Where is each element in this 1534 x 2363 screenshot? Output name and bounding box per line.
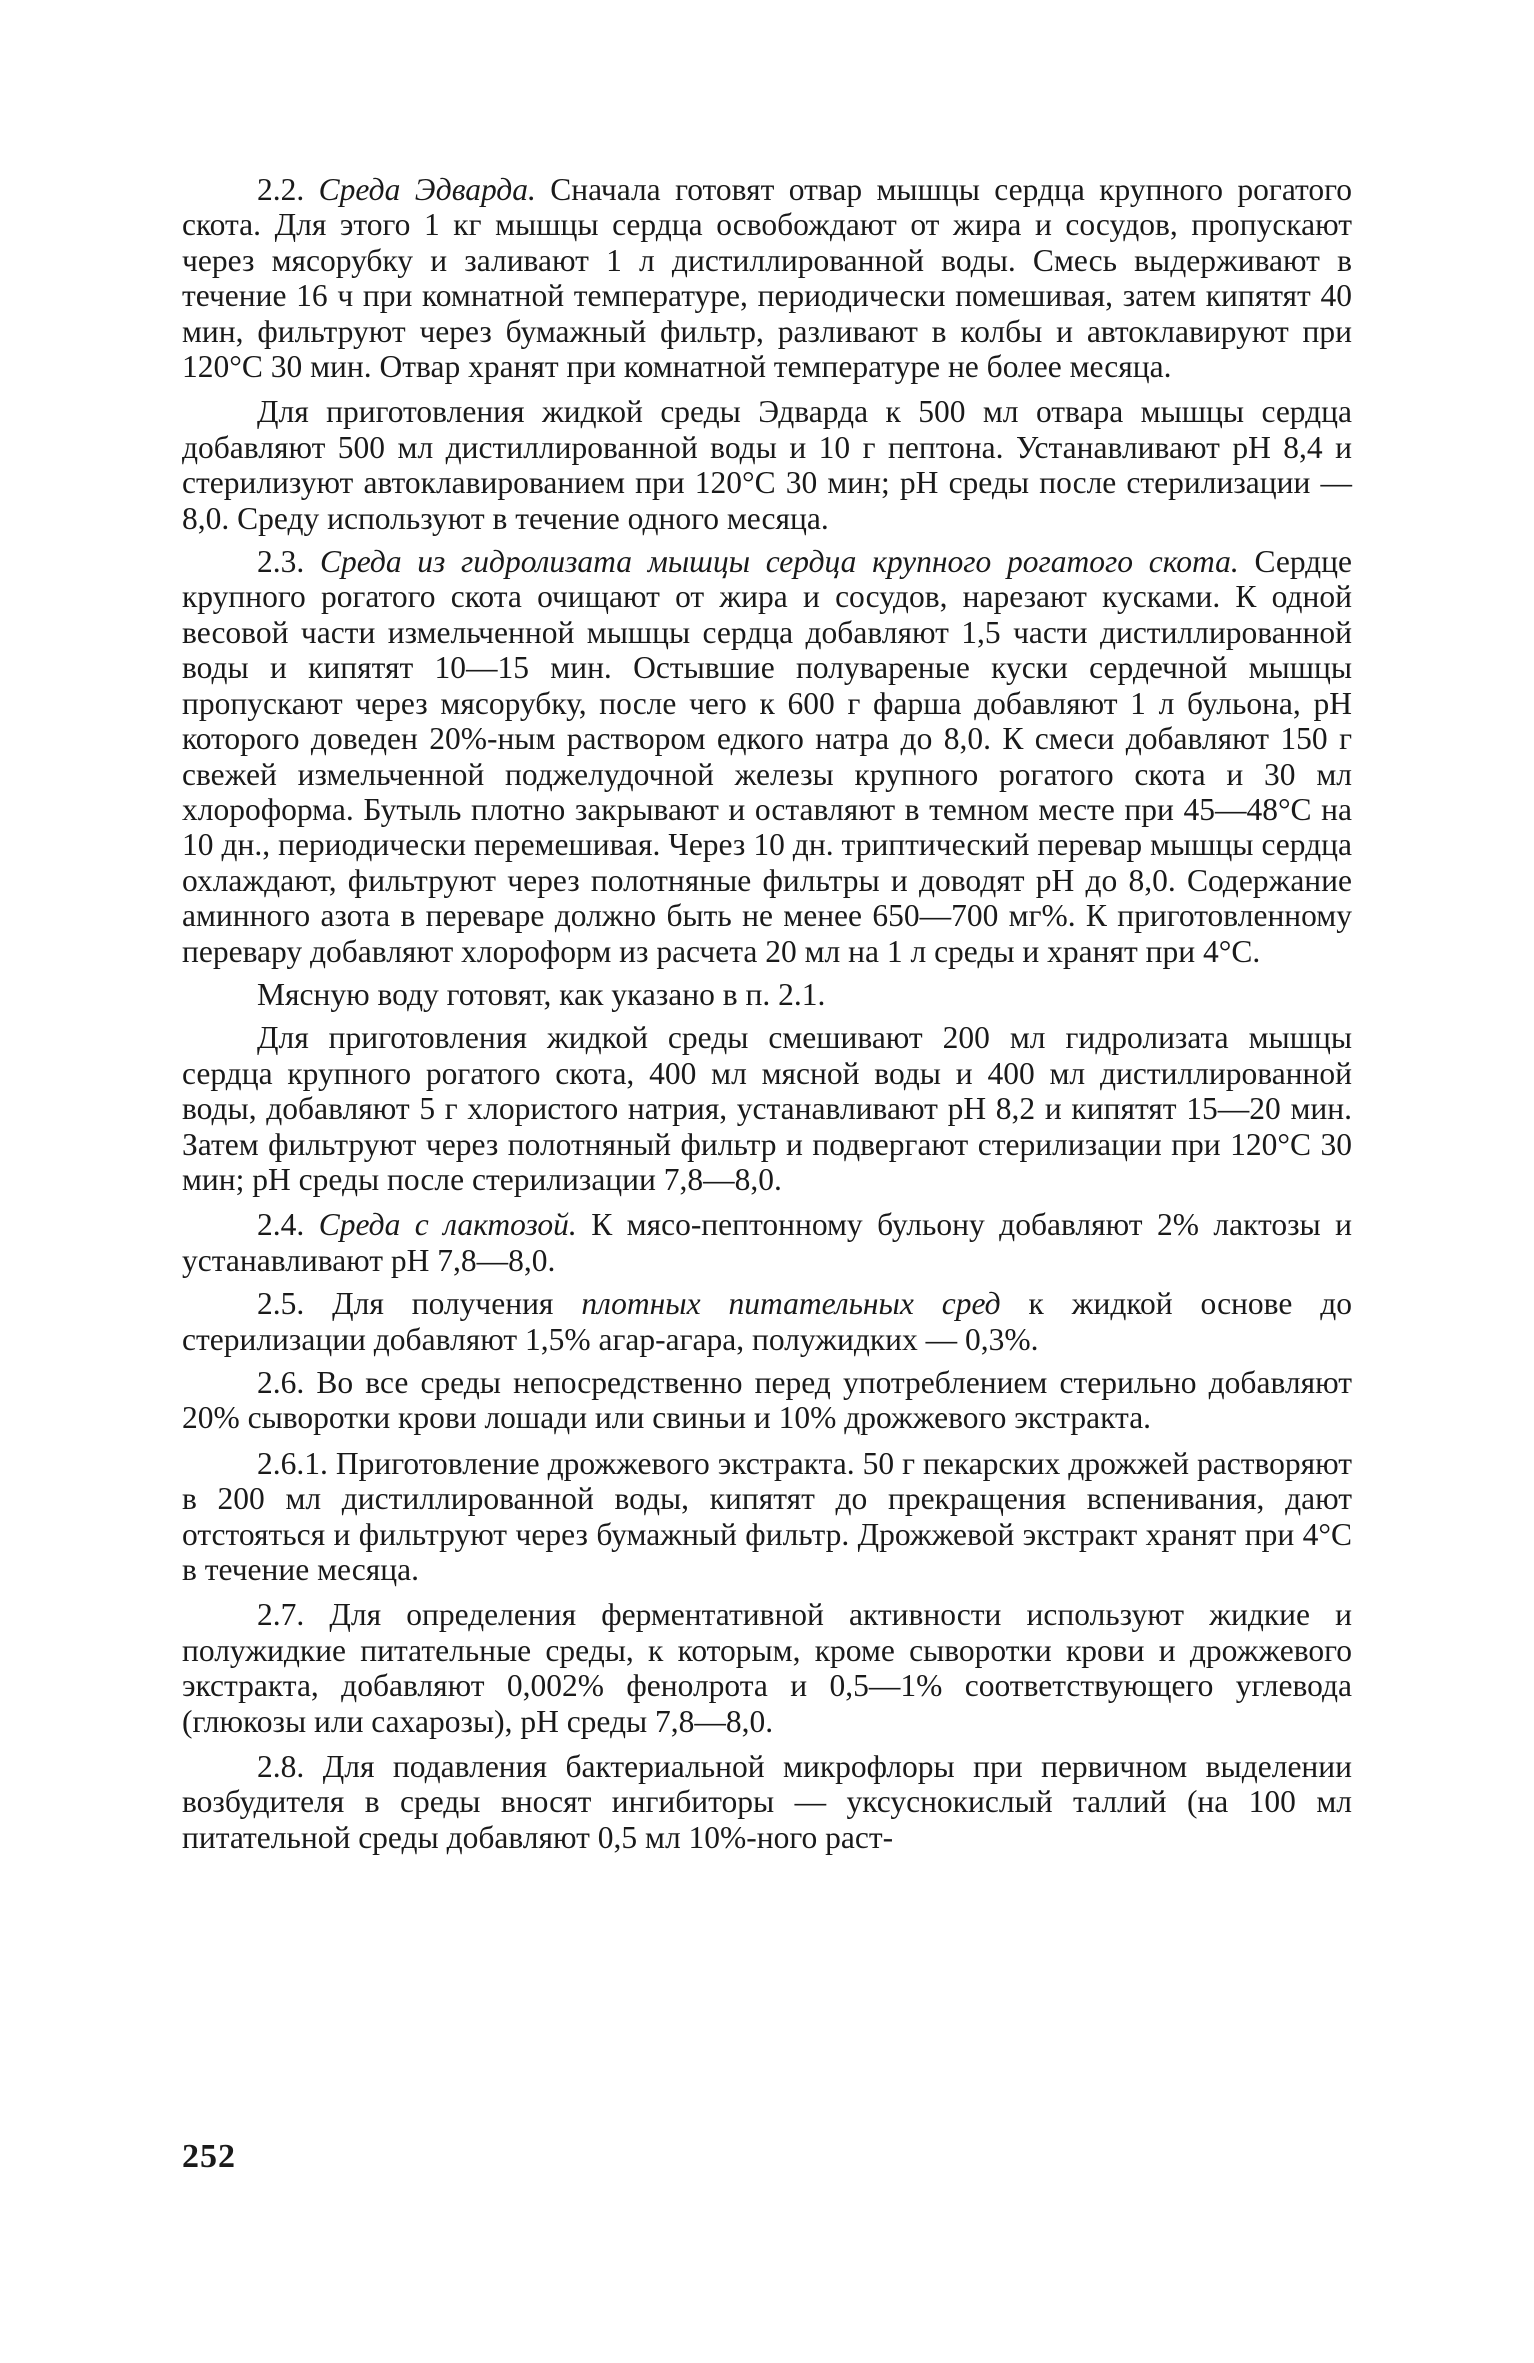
- paragraph-edward-liquid: [182, 394, 1352, 536]
- page-body: [182, 172, 1352, 1863]
- paragraph-text: Во все среды непосредственно перед употреблением стерильно добавляют 20% сыворотки крови лошади или свиньи и 10% дрожжевого экстракта.: [182, 1365, 1352, 1436]
- paragraph-text: Для подавления бактериальной микрофлоры при первичном выделении возбудителя в среды вносят ингибиторы — уксуснокислый таллий (на 100 мл питательной среды добавляют 0,5 мл 10%-ного раст-: [182, 1749, 1352, 1855]
- paragraph-2-5: [182, 1286, 1352, 1357]
- section-number: 2.5.: [257, 1286, 305, 1322]
- paragraph-text: Для приготовления жидкой среды Эдварда к 500 мл отвара мышцы сердца добавляют 500 мл дистиллированной воды и 10 г пептона. Устанавливают рН 8,4 и стерилизуют автоклавированием при 120°С 30 мин; рН среды после стерилизации — 8,0. Среду используют в течение одного месяца.: [182, 394, 1352, 536]
- paragraph-text: Приготовление дрожжевого экстракта. 50 г пекарских дрожжей растворяют в 200 мл дистиллированной воды, кипятят до прекращения вспенивания, дают отстояться и фильтруют через бумажный фильтр. Дрожжевой экстракт хранят при 4°С в течение месяца.: [182, 1445, 1352, 1588]
- section-number: 2.2.: [257, 172, 305, 207]
- page-number: 252: [182, 2138, 236, 2175]
- section-title: плотных питательных сред: [581, 1286, 1001, 1322]
- section-title: Среда с лактозой.: [318, 1207, 577, 1243]
- paragraph-text: Мясную воду готовят, как указано в п. 2.1.: [257, 976, 826, 1012]
- paragraph-text: К мясо-пептонному бульону добавляют 2% лактозы и устанавливают рН 7,8—8,0.: [182, 1207, 1352, 1278]
- paragraph-2-6: [182, 1365, 1352, 1436]
- section-number: 2.8.: [257, 1749, 305, 1785]
- section-number: 2.3.: [257, 544, 305, 580]
- paragraph-2-8: [182, 1749, 1352, 1855]
- paragraph-text: Для определения ферментативной активности используют жидкие и полужидкие питательные среды, к которым, кроме сыворотки крови и дрожжевого экстракта, добавляют 0,002% фенолрота и 0,5—1% соответствующего углевода (глюкозы или сахарозы), рН среды 7,8—8,0.: [182, 1597, 1352, 1739]
- section-number: 2.6.1.: [257, 1445, 328, 1481]
- paragraph-liquid-medium: [182, 1020, 1352, 1197]
- paragraph-text: к жидкой основе до стерилизации добавляют 1,5% агар-агара, полужидких — 0,3%.: [182, 1286, 1353, 1357]
- paragraph-text: Сердце крупного рогатого скота очищают от жира и сосудов, нарезают кусками. К одной весовой части измельченной мышцы сердца добавляют 1,5 части дистиллированной воды и кипятят 10—15 мин. Остывшие полувареные куски сердечной мышцы пропускают через мясорубку, после чего к 600 г фарша добавляют 1 л бульона, рН которого доведен 20%-ным раствором едкого натра до 8,0. К смеси добавляют 150 г свежей измельченной поджелудочной железы крупного рогатого скота и 30 мл хлороформа. Бутыль плотно закрывают и оставляют в темном месте при 45—48°С на 10 дн., периодически перемешивая. Через 10 дн. триптический перевар мышцы сердца охлаждают, фильтруют через полотняные фильтры и доводят рН до 8,0. Содержание аминного азота в переваре должно быть не менее 650—700 мг%. К приготовленному перевару добавляют хлороформ из расчета 20 мл на 1 л среды и хранят при 4°С.: [182, 544, 1353, 969]
- paragraph-text: Сначала готовят отвар мышцы сердца крупного рогатого скота. Для этого 1 кг мышцы сердца освобождают от жира и сосудов, пропускают через мясорубку и заливают 1 л дистиллированной воды. Смесь выдерживают в течение 16 ч при комнатной температуре, периодически помешивая, затем кипятят 40 мин, фильтруют через бумажный фильтр, разливают в колбы и автоклавируют при 120°С 30 мин. Отвар хранят при комнатной температуре не более месяца.: [182, 172, 1352, 385]
- section-number: 2.4.: [257, 1207, 305, 1243]
- paragraph-2-2: [182, 172, 1352, 384]
- paragraph-meat-water: [182, 977, 1352, 1012]
- paragraph-2-3: [182, 544, 1352, 969]
- section-title: Среда Эдварда.: [318, 172, 536, 207]
- paragraph-text: Для приготовления жидкой среды смешивают 200 мл гидролизата мышцы сердца крупного рогатого скота, 400 мл мясной воды и 400 мл дистиллированной воды, добавляют 5 г хлористого натрия, устанавливают рН 8,2 и кипятят 15—20 мин. Затем фильтруют через полотняный фильтр и подвергают стерилизации при 120°С 30 мин; рН среды после стерилизации 7,8—8,0.: [182, 1020, 1352, 1197]
- paragraph-2-7: [182, 1597, 1352, 1739]
- section-number: 2.7.: [257, 1597, 305, 1633]
- paragraph-pre-text: Для получения: [332, 1286, 554, 1322]
- paragraph-2-4: [182, 1207, 1352, 1278]
- section-title: Среда из гидролизата мышцы сердца крупного рогатого скота.: [319, 544, 1239, 580]
- section-number: 2.6.: [257, 1365, 305, 1400]
- paragraph-2-6-1: [182, 1446, 1352, 1588]
